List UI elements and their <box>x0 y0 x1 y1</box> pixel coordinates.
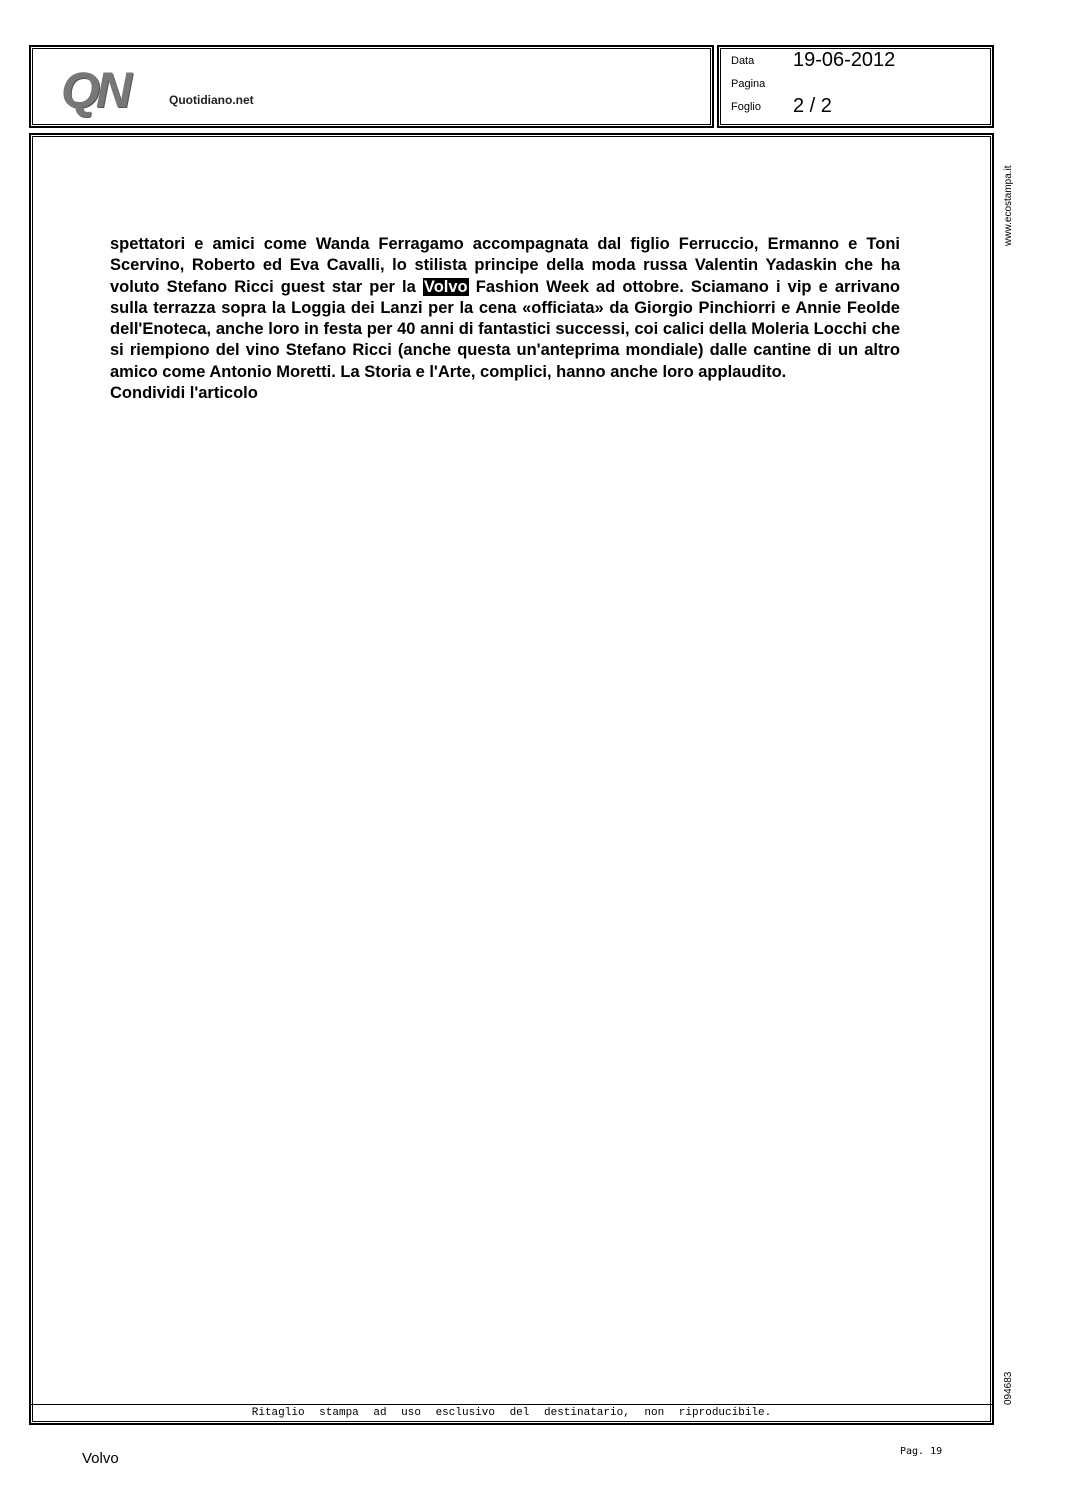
keyword-label: Volvo <box>82 1450 119 1467</box>
qn-logo: QN <box>61 62 128 118</box>
info-box <box>717 45 994 128</box>
sheet-value: 2 / 2 <box>793 95 832 117</box>
article-text-part-1: spettatori e amici come Wanda Ferragamo accompagnata dal figlio Ferruccio, Ermanno e Toni Scervino, Roberto ed Eva Cavalli, lo stilista principe della moda russa Valentin Yadaskin che ha voluto Stefano Ricci guest star per la <box>110 235 900 296</box>
logo-subtitle: Quotidiano.net <box>169 93 254 107</box>
page-number: Pag. 19 <box>900 1446 943 1457</box>
date-label: Data <box>731 55 755 67</box>
clipping-code: 094683 <box>1003 1371 1014 1405</box>
highlighted-keyword: Volvo <box>423 277 468 296</box>
footer-divider <box>31 1404 992 1405</box>
sheet-label: Foglio <box>731 101 761 113</box>
article-paragraph <box>110 234 900 383</box>
page-label: Pagina <box>731 78 766 90</box>
article-text-part-2: Fashion Week ad ottobre. Sciamano i vip e arrivano sulla terrazza sopra la Loggia dei Lanzi per la cena «officiata» da Giorgio Pinchiorri e Annie Feolde dell'Enoteca, anche loro in festa per 40 anni di fantastici successi, coi calici della Moleria Locchi che si riempiono del vino Stefano Ricci (anche questa un'anteprima mondiale) dalle cantine di un altro amico come Antonio Moretti. La Storia e l'Arte, complici, hanno anche loro applaudito. <box>110 277 900 381</box>
date-value: 19-06-2012 <box>793 49 896 71</box>
ecostampa-url: www.ecostampa.it <box>1003 165 1014 246</box>
share-article-link[interactable]: Condividi l'articolo <box>110 384 258 403</box>
article-body <box>110 234 900 404</box>
footer-notice: Ritaglio stampa ad uso esclusivo del destinatario, non riproducibile. <box>251 1407 772 1419</box>
masthead-box <box>29 45 714 128</box>
